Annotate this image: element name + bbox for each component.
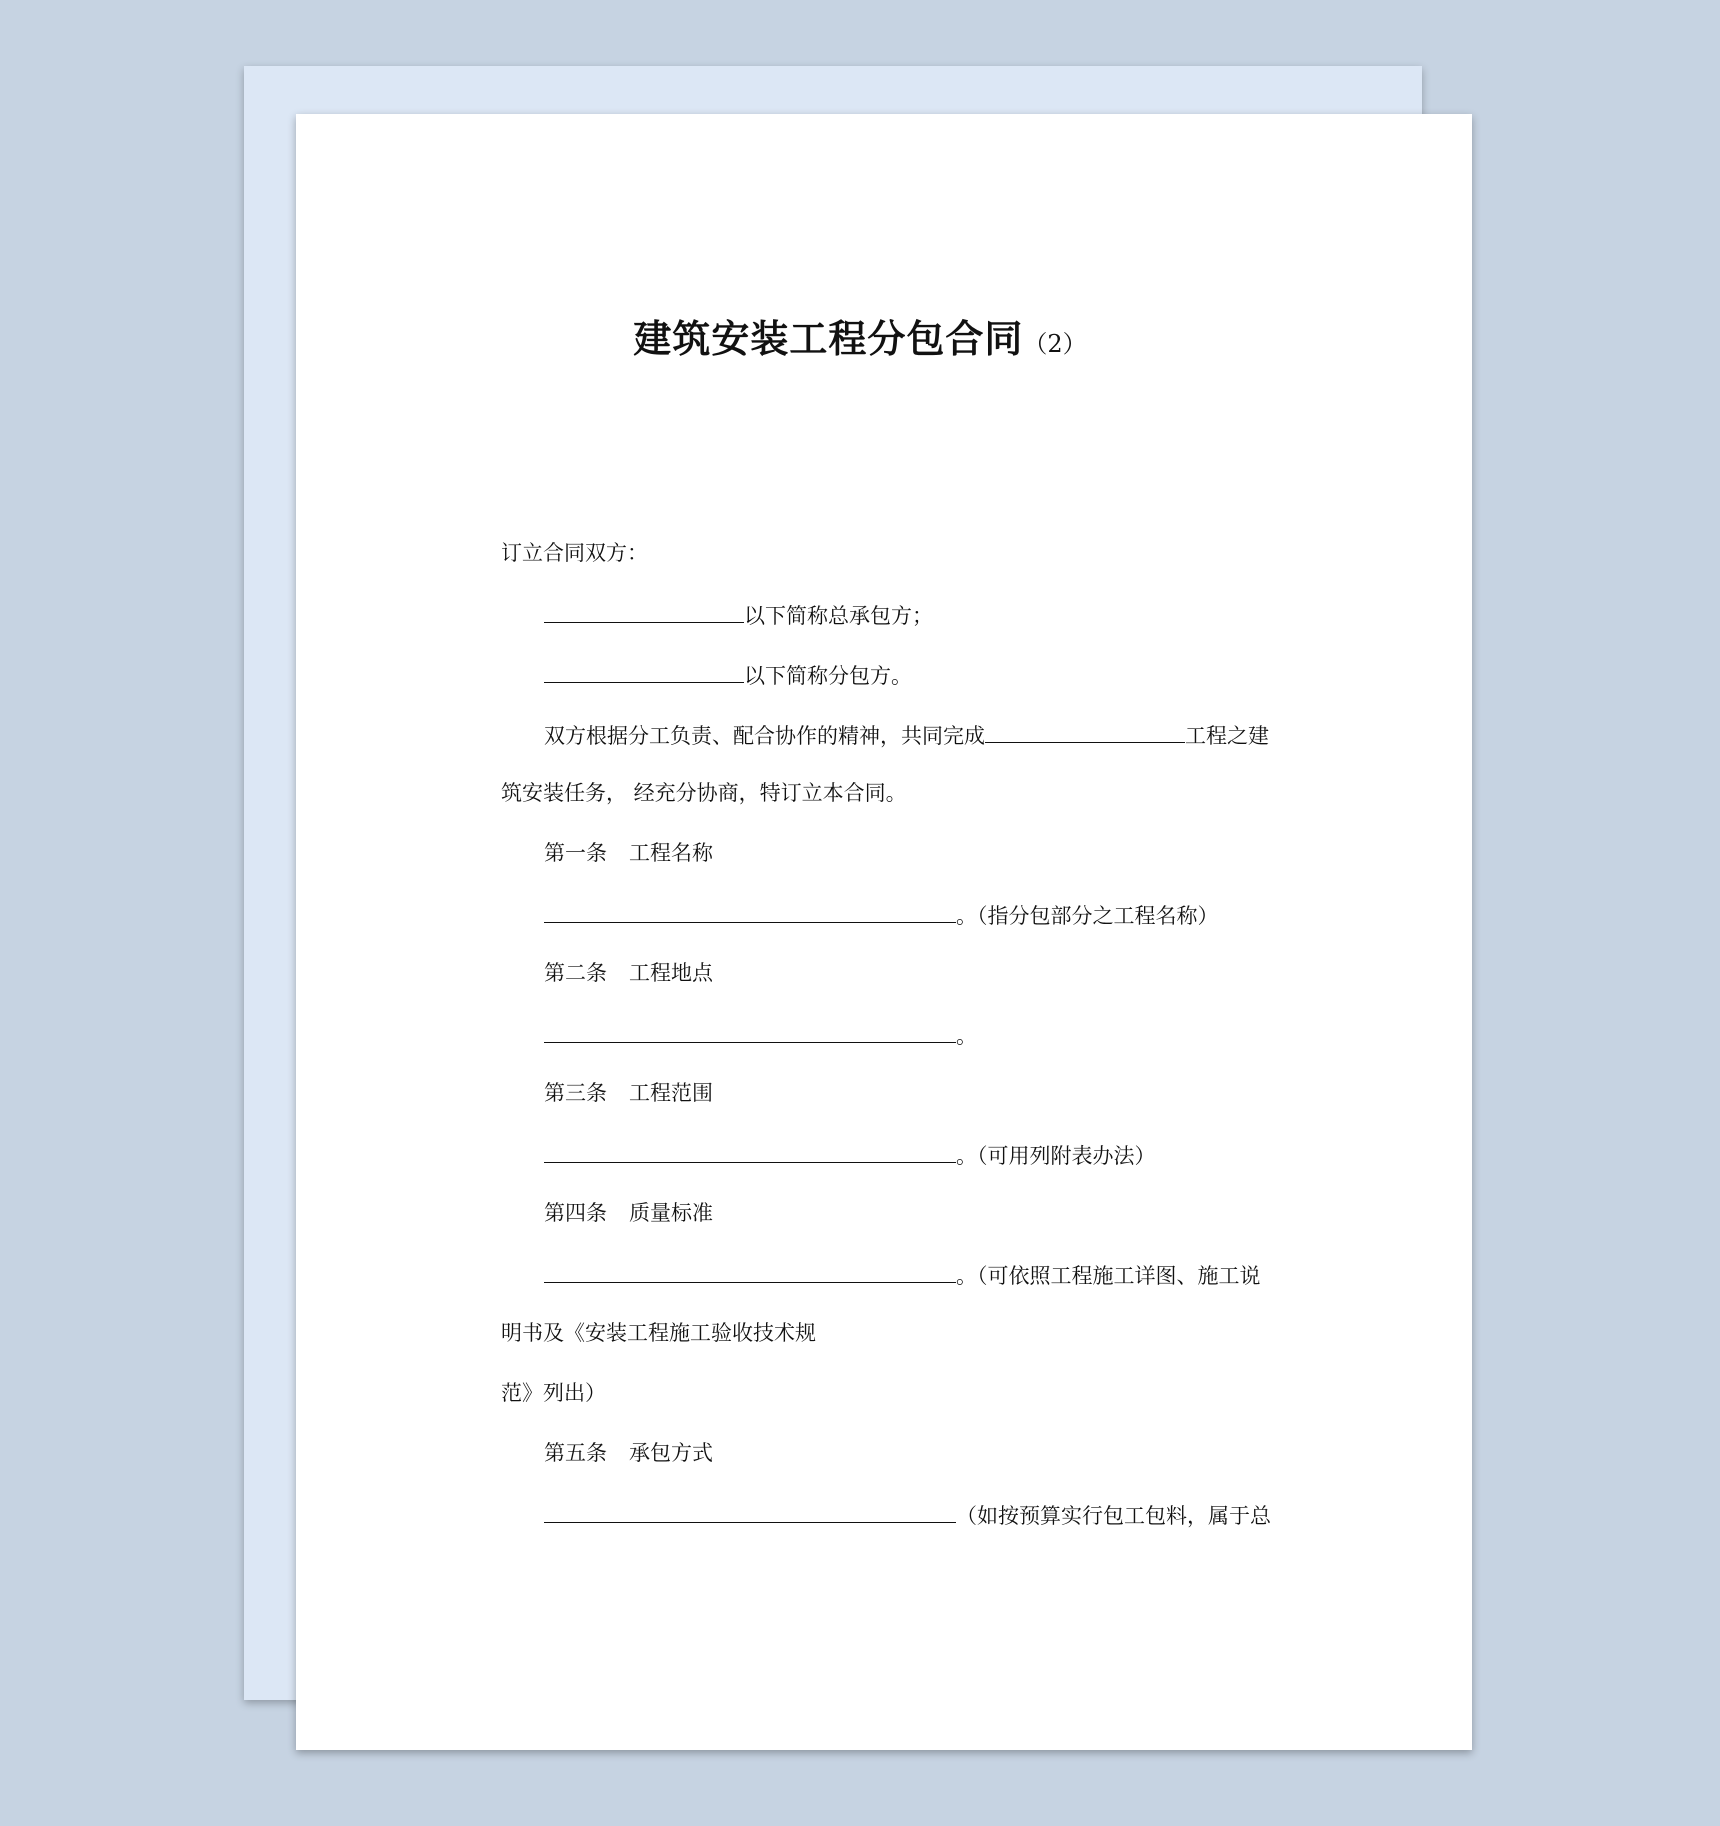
article-4-body — [544, 1260, 1261, 1289]
article-title: 承包方式 — [629, 1441, 713, 1465]
fill-blank[interactable] — [985, 720, 1185, 743]
title-main: 建筑安装工程分包合同 — [633, 317, 1024, 361]
fill-blank[interactable] — [544, 900, 956, 923]
article-note: 。（可依照工程施工详图、施工说 — [956, 1264, 1261, 1288]
article-2-body — [544, 1020, 977, 1049]
article-number: 第五条 — [544, 1441, 607, 1465]
article-3-body — [544, 1140, 1156, 1169]
fill-blank[interactable] — [544, 1500, 956, 1523]
intro-line-1 — [544, 720, 1269, 749]
article-number: 第三条 — [544, 1081, 607, 1105]
article-note: （如按预算实行包工包料，属于总 — [956, 1504, 1271, 1528]
article-3-heading — [544, 1080, 713, 1106]
fill-blank[interactable] — [544, 1260, 956, 1283]
general-contractor-line — [544, 600, 933, 629]
article-number: 第一条 — [544, 841, 607, 865]
article-title: 工程名称 — [629, 841, 713, 865]
article-note: 。（可用列附表办法） — [956, 1144, 1156, 1168]
article-note: 。 — [956, 1024, 977, 1048]
parties-heading: 订立合同双方： — [501, 541, 648, 565]
subcontractor-line — [544, 660, 912, 689]
general-contractor-label: 以下简称总承包方； — [744, 604, 933, 628]
article-number: 第二条 — [544, 961, 607, 985]
article-2-heading — [544, 960, 713, 986]
fill-blank[interactable] — [544, 660, 744, 683]
subcontractor-label: 以下简称分包方。 — [744, 664, 912, 688]
article-title: 工程地点 — [629, 961, 713, 985]
article-4-heading — [544, 1200, 713, 1226]
title-suffix: （2） — [1023, 330, 1087, 358]
fill-blank[interactable] — [544, 1020, 956, 1043]
article-note: 。（指分包部分之工程名称） — [956, 904, 1219, 928]
intro-text-a: 双方根据分工负责、配合协作的精神，共同完成 — [544, 724, 985, 748]
article-1-body — [544, 900, 1219, 929]
article-4-continuation-1: 明书及《安装工程施工验收技术规 — [501, 1321, 816, 1345]
article-5-body — [544, 1500, 1271, 1529]
document-title — [0, 308, 1720, 363]
fill-blank[interactable] — [544, 1140, 956, 1163]
article-4-continuation-2: 范》列出） — [501, 1381, 606, 1405]
article-5-heading — [544, 1440, 713, 1466]
article-title: 工程范围 — [629, 1081, 713, 1105]
fill-blank[interactable] — [544, 600, 744, 623]
article-1-heading — [544, 840, 713, 866]
article-title: 质量标准 — [629, 1201, 713, 1225]
intro-line-2: 筑安装任务， 经充分协商，特订立本合同。 — [501, 781, 907, 805]
intro-text-b: 工程之建 — [1185, 724, 1269, 748]
article-number: 第四条 — [544, 1201, 607, 1225]
